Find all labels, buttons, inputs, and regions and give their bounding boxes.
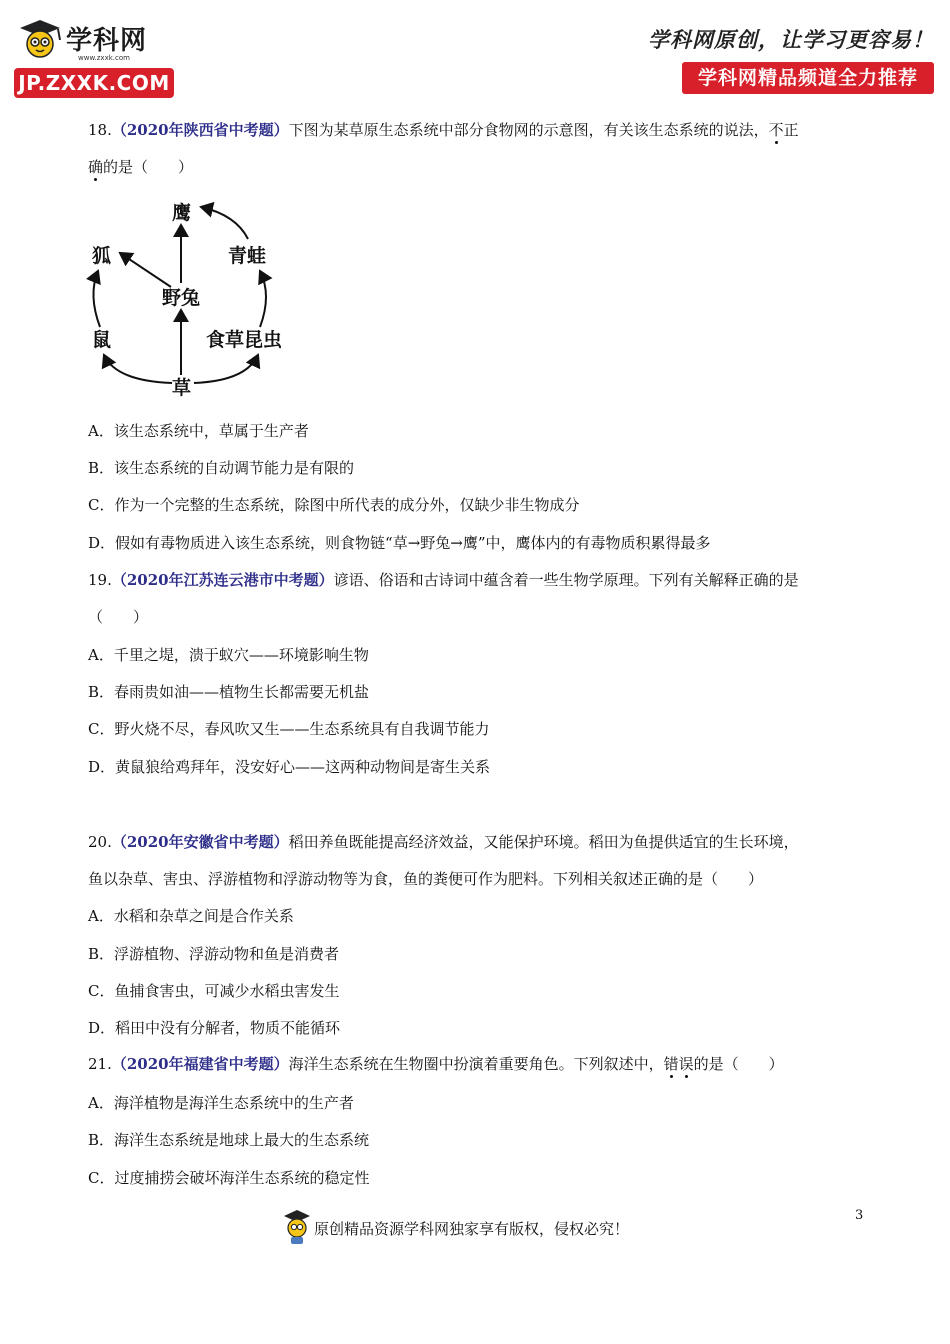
logo-top (14, 18, 184, 64)
node-frog: 青蛙 (228, 245, 267, 267)
q21-option-a[interactable]: A．海洋植物是海洋生态系统中的生产者 (88, 1094, 354, 1112)
q19-option-d[interactable]: D．黄鼠狼给鸡拜年，没安好心——这两种动物间是寄生关系 (88, 758, 491, 776)
q18-option-c[interactable]: C．作为一个完整的生态系统，除图中所代表的成分外，仅缺少非生物成分 (88, 496, 580, 514)
node-insect: 食草昆虫 (206, 329, 283, 351)
node-eagle: 鹰 (172, 202, 192, 224)
node-fox: 狐 (92, 245, 112, 267)
q18-number: 18. (88, 121, 112, 139)
q18-emphasis-1: 不 (768, 121, 784, 139)
q20-option-d[interactable]: D．稻田中没有分解者，物质不能循环 (88, 1019, 341, 1037)
q20-option-c[interactable]: C．鱼捕食害虫，可减少水稻虫害发生 (88, 982, 340, 1000)
q20-number: 20. (88, 833, 112, 851)
q19-option-c[interactable]: C．野火烧不尽，春风吹又生——生态系统具有自我调节能力 (88, 720, 490, 738)
header-banner[interactable]: 学科网精品频道全力推荐 (682, 62, 934, 94)
q21-option-b[interactable]: B．海洋生态系统是地球上最大的生态系统 (88, 1131, 370, 1149)
q18-stem-line-1 (88, 120, 799, 140)
q20-option-b[interactable]: B．浮游植物、浮游动物和鱼是消费者 (88, 945, 340, 963)
food-web-diagram (86, 195, 301, 405)
logo-brand-text: 学科网 (66, 26, 148, 56)
q18-emphasis-2: 正 (783, 121, 799, 139)
q18-stem: 下图为某草原生态系统中部分食物网的示意图，有关该生态系统的说法， (288, 121, 769, 139)
q18-option-d[interactable]: D．假如有毒物质进入该生态系统，则食物链“草→野兔→鹰”中，鹰体内的有毒物质积累得最多 (88, 534, 711, 552)
q20-stem-line-2: 鱼以杂草、害虫、浮游植物和浮游动物等为食，鱼的粪便可作为肥料。下列相关叙述正确的是（ ） (88, 870, 764, 888)
q20-stem-line-1 (88, 832, 799, 852)
q19-option-b[interactable]: B．春雨贵如油——植物生长都需要无机盐 (88, 683, 370, 701)
page-footer (282, 1208, 630, 1248)
q20-option-a[interactable]: A．水稻和杂草之间是合作关系 (88, 907, 294, 925)
site-logo[interactable] (14, 18, 184, 100)
q21-number: 21. (88, 1055, 112, 1073)
q21-stem: 海洋生态系统在生物圈中扮演着重要角色。下列叙述中， (288, 1055, 664, 1073)
logo-url-small: www.zxxk.com (78, 54, 130, 62)
q21-emphasis-1: 错 (663, 1055, 679, 1073)
node-grass: 草 (172, 377, 192, 399)
node-mouse: 鼠 (92, 329, 112, 351)
q20-stem: 稻田养鱼既能提高经济效益，又能保护环境。稻田为鱼提供适宜的生长环境， (288, 833, 799, 851)
q21-option-c[interactable]: C．过度捕捞会破坏海洋生态系统的稳定性 (88, 1169, 370, 1187)
q19-stem-line-1 (88, 570, 799, 590)
header-slogan: 学科网原创，让学习更容易！ (648, 27, 934, 52)
q18-option-a[interactable]: A．该生态系统中，草属于生产者 (88, 422, 309, 440)
q19-stem: 谚语、俗语和古诗词中蕴含着一些生物学原理。下列有关解释正确的是 (333, 571, 799, 589)
q19-number: 19. (88, 571, 112, 589)
q21-emphasis-2: 误 (678, 1055, 694, 1073)
mascot-icon (282, 1208, 312, 1246)
q18-stem-end: 的是（ ） (103, 158, 194, 176)
q19-source: （2020年江苏连云港市中考题） (111, 571, 334, 589)
q18-option-b[interactable]: B．该生态系统的自动调节能力是有限的 (88, 459, 355, 477)
q21-stem-line-1 (88, 1054, 784, 1074)
logo-domain[interactable]: JP.ZXXK.COM (14, 68, 174, 98)
q18-source: （2020年陕西省中考题） (111, 121, 289, 139)
mascot-icon (14, 18, 66, 64)
q18-emphasis-3: 确 (88, 158, 104, 176)
q21-source: （2020年福建省中考题） (111, 1055, 289, 1073)
page-number: 3 (855, 1208, 864, 1223)
q20-source: （2020年安徽省中考题） (111, 833, 289, 851)
q21-stem-end: 的是（ ） (693, 1055, 784, 1073)
q18-stem-line-2 (88, 157, 193, 177)
q19-stem-line-2: （ ） (88, 608, 149, 626)
q19-option-a[interactable]: A．千里之堤，溃于蚁穴——环境影响生物 (88, 646, 369, 664)
copyright-notice: 原创精品资源学科网独家享有版权，侵权必究！ (314, 1220, 630, 1238)
node-rabbit: 野兔 (162, 287, 201, 309)
